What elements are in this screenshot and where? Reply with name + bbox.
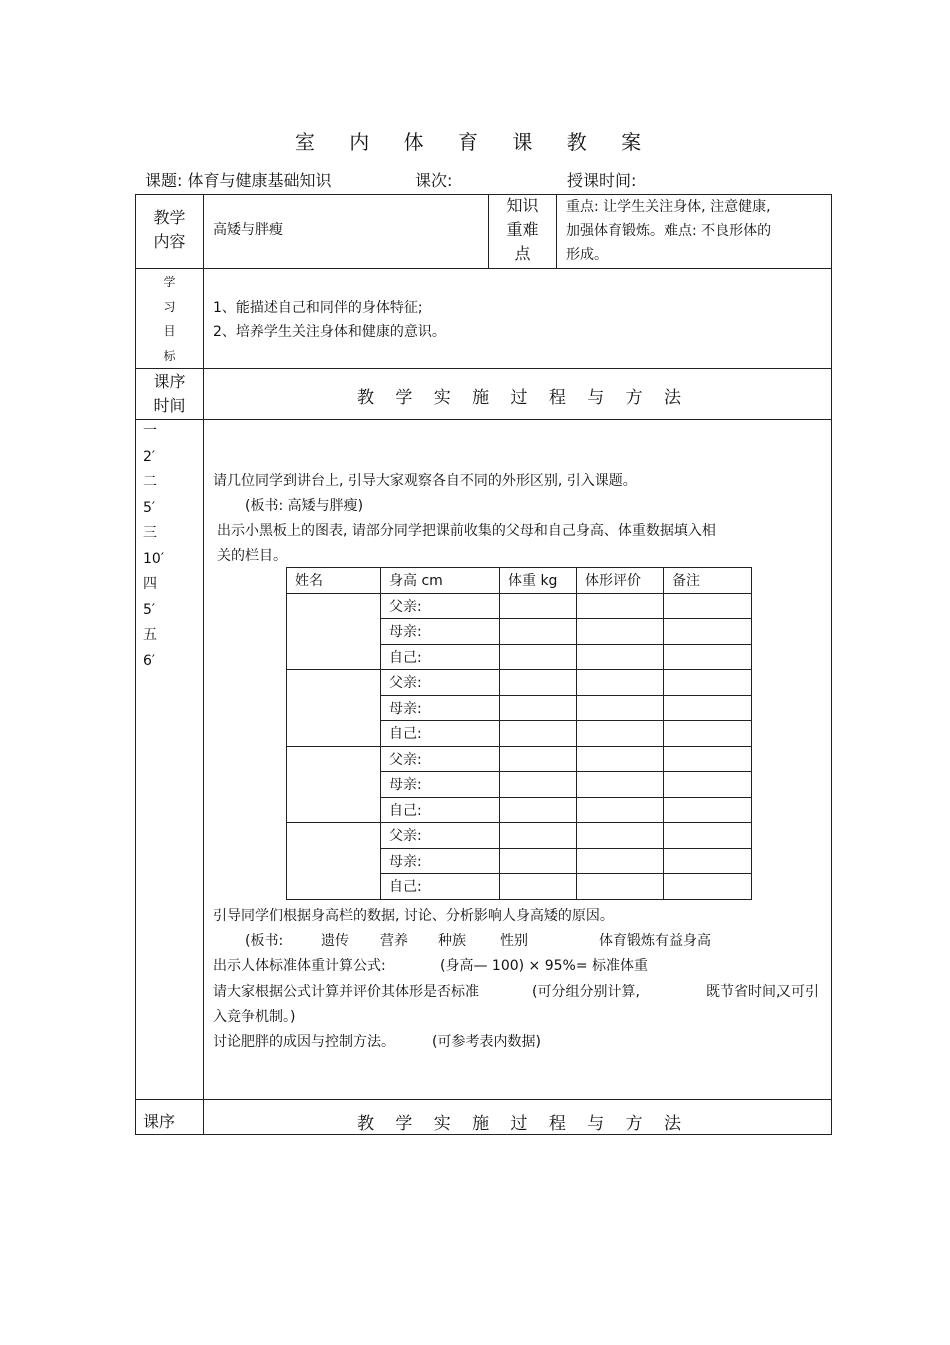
weight-cell [500, 670, 577, 696]
remarks-cell [664, 797, 752, 823]
remarks-cell [664, 848, 752, 874]
learning-goals: 1、能描述自己和同伴的身体特征; 2、培养学生关注身体和健康的意识。 [213, 300, 446, 340]
sequence-item: 三 [143, 525, 157, 541]
relation-cell: 父亲: [381, 670, 500, 696]
sequence-list [143, 419, 164, 674]
relation-cell: 母亲: [381, 772, 500, 798]
evaluation-cell [577, 874, 664, 900]
weight-cell [500, 874, 577, 900]
weight-cell [500, 695, 577, 721]
footer-sequence-label: 课序 [143, 1112, 176, 1131]
table-header-row [287, 568, 752, 594]
teaching-content-label: 教学 内容 [153, 208, 186, 251]
table-row [287, 593, 752, 619]
header-name: 姓名 [287, 568, 381, 594]
sequence-item: 四 [143, 576, 157, 592]
body-paragraph: 出示小黑板上的图表, 请部分同学把课前收集的父母和自己身高、体重数据填入相 [217, 523, 716, 539]
relation-cell: 父亲: [381, 823, 500, 849]
key-points-text: 重点: 让学生关注身体, 注意健康, 加强体育锻炼。难点: 不良形体的 形成。 [566, 199, 772, 263]
relation-cell: 自己: [381, 874, 500, 900]
row-divider [135, 419, 832, 420]
weight-cell [500, 721, 577, 747]
body-paragraph: 讨论肥胖的成因与控制方法。 [213, 1034, 395, 1050]
evaluation-cell [577, 670, 664, 696]
relation-cell: 父亲: [381, 593, 500, 619]
evaluation-cell [577, 644, 664, 670]
remarks-cell [664, 593, 752, 619]
relation-cell: 母亲: [381, 695, 500, 721]
board-note: (板书: 高矮与胖瘦) [245, 498, 364, 514]
body-paragraph: 请大家根据公式计算并评价其体形是否标准 [213, 984, 479, 1000]
evaluation-cell [577, 695, 664, 721]
evaluation-cell [577, 746, 664, 772]
sequence-item: 一 [143, 423, 157, 439]
remarks-cell [664, 823, 752, 849]
relation-cell: 父亲: [381, 746, 500, 772]
page-title: 室 内 体 育 课 教 案 [294, 130, 656, 154]
board-keywords: (板书: 遗传 营养 种族 性别 体育锻炼有益身高 [245, 933, 711, 949]
relation-cell: 母亲: [381, 848, 500, 874]
weight-cell [500, 797, 577, 823]
teaching-content: 高矮与胖瘦 [213, 222, 283, 238]
relation-cell: 母亲: [381, 619, 500, 645]
evaluation-cell [577, 619, 664, 645]
evaluation-cell [577, 772, 664, 798]
remarks-cell [664, 746, 752, 772]
body-note: 又可引 [777, 984, 819, 1000]
evaluation-cell [577, 823, 664, 849]
relation-cell: 自己: [381, 644, 500, 670]
header-evaluation: 体形评价 [577, 568, 664, 594]
label-column-divider [203, 194, 204, 1135]
remarks-cell [664, 619, 752, 645]
weight-cell [500, 619, 577, 645]
column-divider [556, 194, 557, 268]
row-divider [135, 1099, 832, 1100]
body-paragraph: 引导同学们根据身高栏的数据, 讨论、分析影响人身高矮的原因。 [213, 908, 614, 924]
body-note: (可分组分别计算, [532, 984, 640, 1000]
body-note: (可参考表内数据) [432, 1034, 541, 1050]
name-cell [287, 746, 381, 823]
sequence-item: 10′ [143, 550, 164, 567]
evaluation-cell [577, 797, 664, 823]
remarks-cell [664, 644, 752, 670]
remarks-cell [664, 695, 752, 721]
evaluation-cell [577, 593, 664, 619]
sequence-item: 二 [143, 474, 157, 490]
remarks-cell [664, 721, 752, 747]
sequence-item: 2′ [143, 448, 156, 465]
weight-cell [500, 848, 577, 874]
evaluation-cell [577, 848, 664, 874]
header-remarks: 备注 [664, 568, 752, 594]
remarks-cell [664, 670, 752, 696]
body-data-table [286, 567, 752, 900]
sequence-item: 6′ [143, 652, 156, 669]
body-paragraph: 关的栏目。 [217, 548, 287, 564]
weight-cell [500, 644, 577, 670]
table-row [287, 670, 752, 696]
row-divider [135, 268, 832, 269]
name-cell [287, 593, 381, 670]
table-row [287, 746, 752, 772]
footer-process-heading: 教 学 实 施 过 程 与 方 法 [357, 1114, 681, 1134]
remarks-cell [664, 874, 752, 900]
name-cell [287, 670, 381, 747]
evaluation-cell [577, 721, 664, 747]
key-points-label: 知识 重难 点 [506, 196, 539, 263]
body-paragraph: 出示人体标准体重计算公式: [213, 958, 386, 974]
sequence-item: 5′ [143, 499, 156, 516]
relation-cell: 自己: [381, 721, 500, 747]
lesson-time: 授课时间: [567, 171, 637, 190]
body-note: 既节省时间, [706, 984, 781, 1000]
weight-cell [500, 823, 577, 849]
lesson-session: 课次: [415, 171, 453, 190]
remarks-cell [664, 772, 752, 798]
name-cell [287, 823, 381, 900]
weight-cell [500, 593, 577, 619]
sequence-item: 五 [143, 627, 157, 643]
weight-cell [500, 772, 577, 798]
row-divider [135, 368, 832, 369]
weight-formula: (身高— 100) × 95%= 标准体重 [440, 958, 649, 974]
relation-cell: 自己: [381, 797, 500, 823]
table-row [287, 823, 752, 849]
body-note: 入竞争机制。) [213, 1009, 296, 1025]
sequence-item: 5′ [143, 601, 156, 618]
header-weight: 体重 kg [500, 568, 577, 594]
header-height: 身高 cm [381, 568, 500, 594]
process-heading: 教 学 实 施 过 程 与 方 法 [357, 388, 681, 408]
weight-cell [500, 746, 577, 772]
body-paragraph: 请几位同学到讲台上, 引导大家观察各自不同的外形区别, 引入课题。 [213, 473, 637, 489]
learning-goals-label: 学 习 目 标 [163, 275, 176, 363]
sequence-time-label: 课序 时间 [153, 372, 186, 415]
lesson-topic: 课题: 体育与健康基础知识 [145, 171, 332, 190]
